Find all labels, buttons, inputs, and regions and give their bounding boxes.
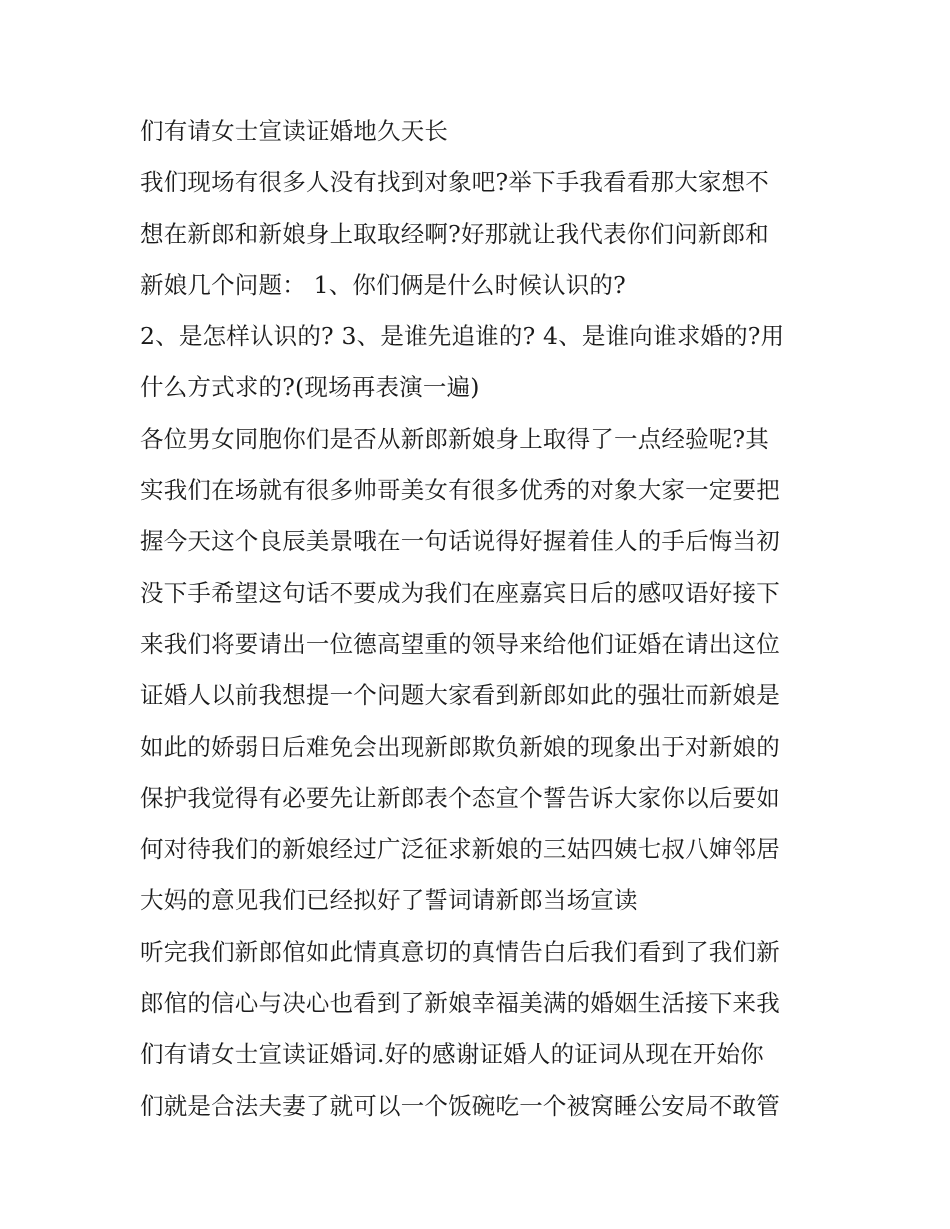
text-line: 郎倌的信心与决心也看到了新娘幸福美满的婚姻生活接下来我: [140, 989, 780, 1018]
text-line: 我们现场有很多人没有找到对象吧?举下手我看看那大家想不: [140, 168, 769, 197]
text-line: 们有请女士宣读证婚词.好的感谢证婚人的证词从现在开始你: [140, 1040, 764, 1069]
text-line: 们有请女士宣读证婚地久天长: [140, 117, 449, 145]
text-line: 2、是怎样认识的? 3、是谁先追谁的? 4、是谁向谁求婚的?用: [140, 322, 785, 351]
text-line: 来我们将要请出一位德高望重的领导来给他们证婚在请出这位: [140, 629, 780, 658]
text-line: 没下手希望这句话不要成为我们在座嘉宾日后的感叹语好接下: [140, 578, 780, 607]
text-line: 新娘几个问题： 1、你们俩是什么时候认识的?: [140, 270, 626, 299]
text-line: 何对待我们的新娘经过广泛征求新娘的三姑四姨七叔八婶邻居: [140, 835, 780, 864]
text-line: 证婚人以前我想提一个问题大家看到新郎如此的强壮而新娘是: [140, 681, 780, 710]
text-line: 如此的娇弱日后难免会出现新郎欺负新娘的现象出于对新娘的: [140, 732, 780, 761]
text-line: 保护我觉得有必要先让新郎表个态宣个誓告诉大家你以后要如: [140, 783, 780, 812]
text-line: 听完我们新郎倌如此情真意切的真情告白后我们看到了我们新: [140, 937, 780, 966]
text-line: 大妈的意见我们已经拟好了誓词请新郎当场宣读: [140, 886, 638, 915]
text-line: 们就是合法夫妻了就可以一个饭碗吃一个被窝睡公安局不敢管: [140, 1091, 780, 1120]
text-line: 各位男女同胞你们是否从新郎新娘身上取得了一点经验呢?其: [140, 424, 769, 453]
document-body: [140, 106, 830, 1132]
text-line: 握今天这个良辰美景哦在一句话说得好握着佳人的手后悔当初: [140, 527, 780, 556]
text-line: 想在新郎和新娘身上取取经啊?好那就让我代表你们问新郎和: [140, 219, 769, 248]
text-line: 什么方式求的?(现场再表演一遍): [140, 373, 480, 402]
text-line: 实我们在场就有很多帅哥美女有很多优秀的对象大家一定要把: [140, 476, 780, 505]
